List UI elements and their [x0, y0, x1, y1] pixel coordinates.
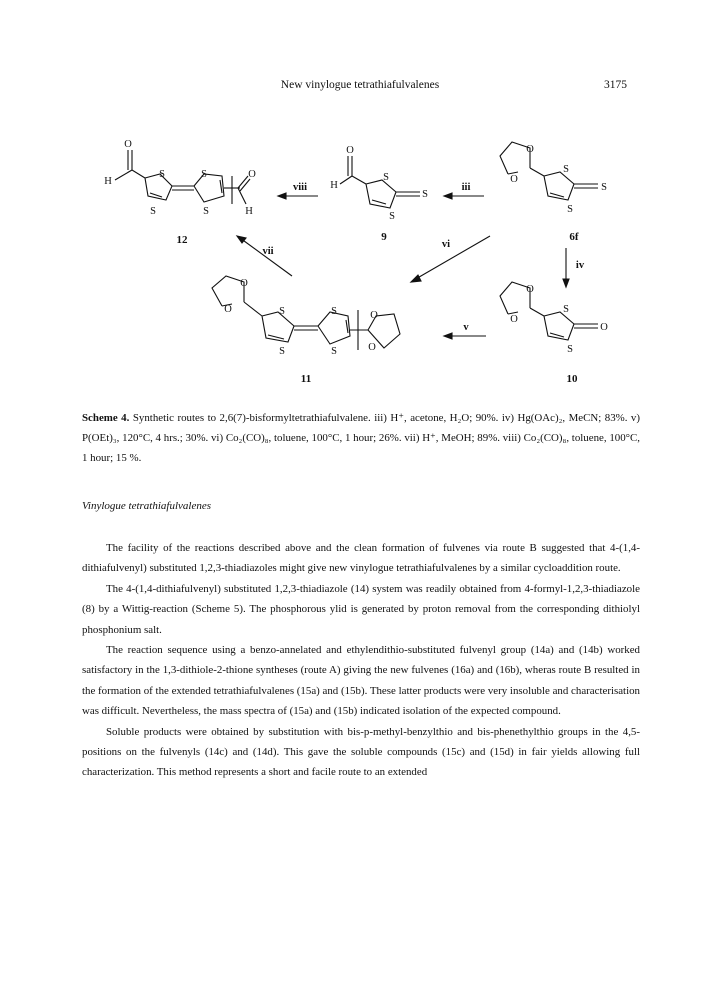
atom-label: S — [383, 172, 389, 183]
atom-label: O — [510, 174, 518, 185]
compound-number-10: 10 — [566, 373, 578, 385]
page-number: 3175 — [604, 79, 627, 91]
compound-12-structure — [115, 150, 250, 204]
atom-label: S — [150, 206, 156, 217]
caption-text: Synthetic routes to 2,6(7)-bisformyltetrathiafulvalene. iii) H⁺, acetone, H₂O; 90%. iv) Hg(OAc)₂, MeCN; 83%. v) P(OEt)₃, 120°C, 4 hrs.; 30%. vi) Co₂(CO)₈, toluene, 100°C, 1 hour; 26%. vii) H⁺, MeOH; 89%. viii) Co₂(CO)₈, toluene, 100°C, 1 hour; 15 %. — [82, 412, 641, 464]
compound-number-6f: 6f — [569, 231, 579, 243]
compound-number-11: 11 — [300, 373, 312, 385]
compound-9-structure — [340, 156, 420, 208]
arrow-iv — [563, 248, 569, 287]
atom-label: O — [510, 314, 518, 325]
atom-label: S — [331, 346, 337, 357]
running-title: New vinylogue tetrathiafulvalenes — [280, 79, 440, 91]
body-text — [82, 538, 640, 783]
reagent-v: v — [463, 322, 469, 333]
atom-label: O — [240, 278, 248, 289]
atom-label: S — [389, 211, 395, 222]
atom-label: S — [279, 346, 285, 357]
atom-label: S — [279, 306, 285, 317]
atom-label: S — [563, 164, 569, 175]
reagent-viii: viii — [292, 182, 308, 193]
reagent-vii: vii — [262, 246, 274, 257]
atom-label: O — [370, 310, 378, 321]
atom-label: S — [159, 169, 165, 180]
compound-10-structure — [500, 282, 598, 340]
scheme-caption — [82, 408, 640, 468]
atom-label: O — [526, 144, 534, 155]
section-heading: Vinylogue tetrathiafulvalenes — [82, 500, 212, 512]
atom-label: S — [331, 306, 337, 317]
atom-label: S — [567, 204, 573, 215]
paragraph: The facility of the reactions described above and the clean formation of fulvenes via route B suggested that 4-(1,4-dithiafulvenyl) substituted 1,2,3-thiadiazoles might give new vinylogue tetrathiafulvalenes by a similar cycloaddition route. — [82, 542, 640, 575]
scheme-4-figure — [0, 0, 720, 400]
atom-label: S — [563, 304, 569, 315]
atom-label: O — [224, 304, 232, 315]
atom-label: O — [526, 284, 534, 295]
atom-label: H — [104, 176, 112, 187]
arrow-iii — [444, 193, 484, 199]
paragraph: The reaction sequence using a benzo-annelated and ethylendithio-substituted fulvenyl group (14a) and (14b) worked satisfactory in the 1,3-dithiole-2-thione syntheses (route A) giving the new fulvenes (16a) and (16b), wheras route B resulted in the formation of the extended tetrathiafulvalenes (15a) and (15b). These latter products were very insoluble and characterisation was difficult. Nevertheless, the mass spectra of (15a) and (15b) indicated isolation of the expected compound. — [82, 644, 640, 718]
compound-number-9: 9 — [381, 231, 387, 243]
reagent-vi: vi — [441, 239, 451, 250]
atom-label: H — [245, 206, 253, 217]
atom-label: O — [600, 322, 608, 333]
atom-label: O — [368, 342, 376, 353]
atom-label: S — [201, 169, 207, 180]
atom-label: S — [601, 182, 607, 193]
atom-label: O — [346, 145, 354, 156]
caption-label: Scheme 4. — [82, 412, 130, 424]
compound-number-12: 12 — [176, 234, 188, 246]
atom-label: H — [330, 180, 338, 191]
compound-6f-structure — [500, 142, 598, 200]
atom-label: O — [124, 139, 132, 150]
atom-label: S — [567, 344, 573, 355]
reagent-iii: iii — [461, 182, 471, 193]
arrow-v — [444, 333, 486, 339]
paragraph: The 4-(1,4-dithiafulvenyl) substituted 1,2,3-thiadiazole (14) system was readily obtained from 4-formyl-1,2,3-thiadiazole (8) by a Wittig-reaction (Scheme 5). The phosphorous ylid is generated by proton removal from the corresponding dithiolyl phosphonium salt. — [82, 582, 640, 636]
atom-label: S — [422, 189, 428, 200]
atom-label: O — [248, 169, 256, 180]
arrow-viii — [278, 193, 318, 199]
arrow-vi — [411, 236, 490, 282]
reagent-iv: iv — [575, 260, 585, 271]
atom-label: S — [203, 206, 209, 217]
paragraph: Soluble products were obtained by substitution with bis-p-methyl-benzylthio and bis-phenethylthio groups in the 4,5-positions on the fulvenyls (14c) and (14d). This gave the soluble compounds (15c) and (15d) in fair yields allowing full characterization. This method represents a short and facile route to an extended — [82, 725, 640, 779]
